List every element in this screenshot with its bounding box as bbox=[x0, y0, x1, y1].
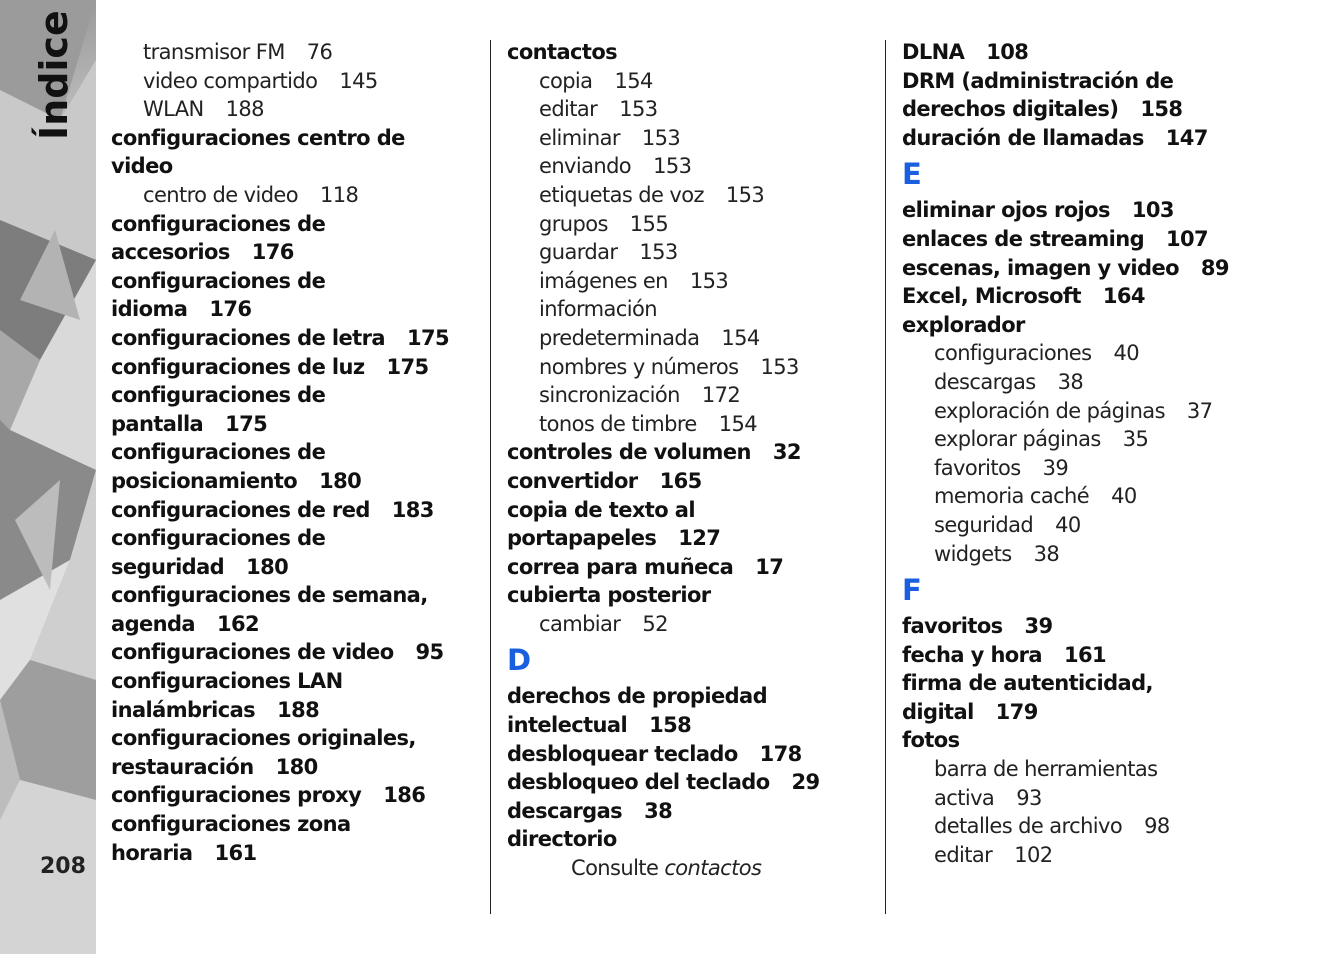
entry-term: editar bbox=[934, 842, 993, 867]
entry-term: agenda bbox=[111, 611, 195, 636]
entry-term: intelectual bbox=[507, 713, 628, 738]
entry-term: configuraciones originales, bbox=[111, 726, 416, 751]
page-reference[interactable]: 39 bbox=[1024, 614, 1053, 639]
page-reference[interactable]: 107 bbox=[1166, 226, 1209, 251]
index-subentry bbox=[111, 67, 481, 96]
entry-term: DRM (administración de bbox=[902, 68, 1174, 93]
index-entry bbox=[111, 410, 481, 439]
page-reference[interactable]: 153 bbox=[760, 354, 799, 379]
entry-term: configuraciones de bbox=[111, 268, 326, 293]
page-reference[interactable]: 154 bbox=[721, 325, 760, 350]
entry-term: configuraciones de bbox=[111, 440, 326, 465]
index-entry bbox=[902, 95, 1272, 124]
page-reference[interactable]: 161 bbox=[1063, 642, 1107, 667]
index-entry bbox=[507, 768, 877, 797]
entry-term: configuraciones de red bbox=[111, 497, 370, 522]
entry-term: eliminar bbox=[539, 125, 620, 150]
index-subentry bbox=[111, 38, 481, 67]
page-reference[interactable]: 158 bbox=[649, 713, 692, 738]
index-entry bbox=[111, 524, 481, 553]
page-reference[interactable]: 40 bbox=[1111, 484, 1137, 509]
entry-term: horaria bbox=[111, 840, 193, 865]
page-reference[interactable]: 164 bbox=[1102, 284, 1145, 309]
entry-term: barra de herramientas bbox=[934, 757, 1158, 782]
entry-term: firma de autenticidad, bbox=[902, 671, 1153, 696]
entry-term: derechos de propiedad bbox=[507, 684, 768, 709]
page-reference[interactable]: 153 bbox=[725, 182, 765, 207]
entry-term: configuraciones proxy bbox=[111, 783, 362, 808]
entry-term: seguridad bbox=[934, 512, 1034, 537]
index-subentry bbox=[111, 181, 481, 210]
page-reference[interactable]: 172 bbox=[701, 383, 741, 408]
entry-term: explorador bbox=[902, 312, 1025, 337]
page-reference[interactable]: 38 bbox=[644, 798, 673, 823]
page-reference[interactable]: 154 bbox=[614, 68, 653, 93]
entry-term: configuraciones LAN bbox=[111, 669, 343, 694]
entry-term: transmisor FM bbox=[143, 40, 285, 64]
page-reference[interactable]: 89 bbox=[1200, 255, 1229, 280]
index-subentry bbox=[507, 152, 877, 181]
page-reference[interactable]: 98 bbox=[1144, 814, 1170, 839]
index-entry bbox=[507, 797, 877, 826]
page-reference[interactable]: 161 bbox=[214, 840, 257, 865]
index-entry bbox=[902, 196, 1272, 225]
index-entry bbox=[902, 612, 1272, 641]
page-reference[interactable]: 175 bbox=[406, 325, 449, 350]
index-subentry bbox=[507, 381, 877, 410]
entry-term: fecha y hora bbox=[902, 642, 1042, 667]
entry-term: directorio bbox=[507, 827, 617, 852]
index-entry bbox=[507, 581, 877, 610]
entry-term: centro de video bbox=[143, 182, 298, 207]
page-number: 208 bbox=[40, 854, 86, 879]
entry-term: restauración bbox=[111, 754, 254, 779]
page-reference[interactable]: 153 bbox=[641, 125, 681, 150]
index-subentry bbox=[507, 324, 877, 353]
page-reference[interactable]: 186 bbox=[383, 783, 426, 808]
index-subentry bbox=[111, 95, 481, 124]
entry-term: derechos digitales) bbox=[902, 97, 1119, 122]
entry-term: cambiar bbox=[539, 611, 621, 636]
index-entry bbox=[507, 524, 877, 553]
page-reference[interactable]: 180 bbox=[275, 754, 318, 779]
entry-term: WLAN bbox=[143, 97, 204, 122]
index-column-2 bbox=[507, 38, 877, 883]
index-entry bbox=[902, 311, 1272, 340]
page-reference[interactable]: 183 bbox=[391, 497, 434, 522]
index-entry bbox=[902, 698, 1272, 727]
index-entry bbox=[507, 38, 877, 67]
page-reference[interactable]: 180 bbox=[246, 554, 289, 579]
page-reference[interactable]: 38 bbox=[1033, 541, 1060, 566]
index-entry bbox=[111, 467, 481, 496]
section-letter: E bbox=[902, 157, 922, 192]
entry-term: cubierta posterior bbox=[507, 583, 711, 608]
index-entry bbox=[902, 225, 1272, 254]
index-entry bbox=[507, 496, 877, 525]
index-entry bbox=[111, 210, 481, 239]
column-divider bbox=[885, 40, 886, 914]
entry-term: posicionamiento bbox=[111, 468, 298, 493]
index-subentry bbox=[902, 511, 1272, 540]
index-subentry bbox=[902, 482, 1272, 511]
index-entry bbox=[111, 324, 481, 353]
entry-term: desbloquear teclado bbox=[507, 741, 738, 766]
index-entry bbox=[902, 124, 1272, 153]
index-entry bbox=[111, 267, 481, 296]
entry-term: DLNA bbox=[902, 40, 965, 64]
index-subentry bbox=[507, 267, 877, 296]
page-reference[interactable]: 29 bbox=[791, 770, 820, 795]
page-reference[interactable]: 17 bbox=[755, 554, 784, 579]
index-entry bbox=[507, 825, 877, 854]
entry-term: configuraciones zona bbox=[111, 812, 351, 837]
index-subentry bbox=[902, 812, 1272, 841]
index-entry bbox=[111, 696, 481, 725]
page-reference[interactable]: 35 bbox=[1122, 427, 1149, 452]
index-subentry bbox=[507, 295, 877, 324]
index-entry bbox=[902, 641, 1272, 670]
entry-term: controles de volumen bbox=[507, 440, 751, 465]
page-reference[interactable]: 175 bbox=[225, 411, 268, 436]
page-reference[interactable]: 155 bbox=[629, 211, 669, 236]
entry-term: detalles de archivo bbox=[934, 814, 1123, 839]
index-entry bbox=[111, 781, 481, 810]
entry-term: configuraciones bbox=[934, 341, 1092, 366]
index-subentry bbox=[902, 425, 1272, 454]
faceted-background bbox=[0, 0, 96, 954]
entry-term: favoritos bbox=[934, 455, 1021, 480]
entry-term: enlaces de streaming bbox=[902, 226, 1145, 251]
page-reference[interactable]: 103 bbox=[1131, 198, 1174, 223]
entry-term: desbloqueo del teclado bbox=[507, 770, 770, 795]
entry-term: seguridad bbox=[111, 554, 225, 579]
index-subentry bbox=[507, 610, 877, 639]
entry-term: configuraciones de bbox=[111, 526, 326, 551]
page-reference[interactable]: 32 bbox=[772, 440, 801, 465]
index-entry bbox=[111, 152, 481, 181]
index-subentry bbox=[902, 841, 1272, 870]
entry-term: activa bbox=[934, 785, 995, 810]
page-reference[interactable]: 153 bbox=[653, 154, 692, 179]
entry-term: configuraciones de bbox=[111, 383, 326, 408]
entry-term: exploración de páginas bbox=[934, 398, 1165, 423]
entry-term: sincronización bbox=[539, 383, 680, 408]
index-entry bbox=[507, 711, 877, 740]
page-reference[interactable]: 188 bbox=[225, 97, 264, 122]
index-entry bbox=[507, 682, 877, 711]
see-reference: Consulte contactos bbox=[571, 856, 762, 881]
page-reference[interactable]: 153 bbox=[639, 240, 678, 265]
entry-term: copia bbox=[539, 68, 593, 93]
entry-term: explorar páginas bbox=[934, 427, 1101, 452]
entry-term: correa para muñeca bbox=[507, 554, 734, 579]
index-entry bbox=[902, 726, 1272, 755]
entry-term: configuraciones de bbox=[111, 211, 326, 236]
entry-term: grupos bbox=[539, 211, 608, 236]
index-entry bbox=[111, 381, 481, 410]
index-entry bbox=[111, 353, 481, 382]
entry-term: portapapeles bbox=[507, 526, 657, 551]
page-reference[interactable]: 39 bbox=[1042, 455, 1069, 480]
entry-term: descargas bbox=[507, 798, 623, 823]
index-subentry bbox=[902, 339, 1272, 368]
entry-term: copia de texto al bbox=[507, 497, 695, 522]
index-entry bbox=[111, 295, 481, 324]
page-reference[interactable]: 178 bbox=[759, 741, 802, 766]
entry-term: memoria caché bbox=[934, 484, 1090, 509]
index-entry bbox=[507, 740, 877, 769]
column-divider bbox=[490, 40, 491, 914]
page-reference[interactable]: 102 bbox=[1014, 842, 1053, 867]
index-entry bbox=[902, 38, 1272, 67]
index-entry bbox=[111, 839, 481, 868]
entry-term: configuraciones de video bbox=[111, 640, 394, 665]
entry-term: configuraciones de letra bbox=[111, 325, 385, 350]
section-letter: F bbox=[902, 573, 922, 608]
page-reference[interactable]: 93 bbox=[1016, 785, 1042, 810]
index-subentry bbox=[507, 410, 877, 439]
entry-term: nombres y números bbox=[539, 354, 739, 379]
entry-term: información bbox=[539, 297, 657, 322]
entry-term: video compartido bbox=[143, 68, 318, 93]
index-entry bbox=[111, 610, 481, 639]
page-reference[interactable]: 154 bbox=[718, 411, 758, 436]
page-reference[interactable]: 179 bbox=[995, 699, 1038, 724]
index-subentry bbox=[507, 353, 877, 382]
page-reference[interactable]: 108 bbox=[986, 40, 1029, 64]
index-column-1 bbox=[111, 38, 481, 867]
index-subentry bbox=[902, 755, 1272, 784]
page-reference[interactable]: 153 bbox=[689, 268, 729, 293]
page-reference[interactable]: 40 bbox=[1113, 341, 1140, 366]
index-subentry bbox=[902, 368, 1272, 397]
index-entry bbox=[902, 669, 1272, 698]
entry-term: escenas, imagen y video bbox=[902, 255, 1179, 280]
page-reference[interactable]: 127 bbox=[678, 526, 721, 551]
index-subentry bbox=[507, 67, 877, 96]
entry-term: predeterminada bbox=[539, 325, 700, 350]
page-reference[interactable]: 95 bbox=[415, 640, 444, 665]
page-reference[interactable]: 38 bbox=[1057, 369, 1084, 394]
index-heading: Índice bbox=[32, 10, 76, 140]
entry-term: convertidor bbox=[507, 468, 638, 493]
index-subentry bbox=[507, 95, 877, 124]
index-entry bbox=[507, 438, 877, 467]
page-reference[interactable]: 180 bbox=[319, 468, 362, 493]
index-entry bbox=[111, 753, 481, 782]
page-reference[interactable]: 162 bbox=[217, 611, 260, 636]
page-reference[interactable]: 52 bbox=[642, 611, 668, 636]
entry-term: contactos bbox=[507, 40, 618, 64]
entry-term: inalámbricas bbox=[111, 697, 256, 722]
index-subentry bbox=[902, 397, 1272, 426]
index-subentry bbox=[902, 454, 1272, 483]
index-column-3 bbox=[902, 38, 1272, 869]
entry-term: tonos de timbre bbox=[539, 411, 697, 436]
index-subentry bbox=[507, 238, 877, 267]
index-entry bbox=[111, 581, 481, 610]
index-entry bbox=[111, 810, 481, 839]
entry-term: fotos bbox=[902, 728, 960, 753]
page-reference[interactable]: 76 bbox=[306, 40, 333, 64]
entry-term: configuraciones de semana, bbox=[111, 583, 428, 608]
entry-term: descargas bbox=[934, 369, 1036, 394]
entry-term: etiquetas de voz bbox=[539, 182, 704, 207]
entry-term: idioma bbox=[111, 297, 188, 322]
index-subentry bbox=[507, 210, 877, 239]
index-entry bbox=[902, 67, 1272, 96]
entry-term: widgets bbox=[934, 541, 1012, 566]
entry-term: enviando bbox=[539, 154, 632, 179]
index-entry bbox=[111, 667, 481, 696]
page-reference[interactable]: 176 bbox=[209, 297, 252, 322]
index-entry bbox=[111, 496, 481, 525]
entry-term: guardar bbox=[539, 240, 618, 265]
index-entry bbox=[111, 238, 481, 267]
index-entry bbox=[111, 438, 481, 467]
entry-term: duración de llamadas bbox=[902, 125, 1144, 150]
page-reference[interactable]: 175 bbox=[386, 354, 429, 379]
index-entry bbox=[902, 254, 1272, 283]
index-subentry bbox=[902, 784, 1272, 813]
index-subentry bbox=[507, 181, 877, 210]
index-entry bbox=[902, 282, 1272, 311]
index-entry bbox=[507, 553, 877, 582]
index-subentry bbox=[902, 540, 1272, 569]
index-subentry bbox=[507, 124, 877, 153]
page-reference[interactable]: 40 bbox=[1055, 512, 1081, 537]
section-letter: D bbox=[507, 643, 532, 678]
entry-term: configuraciones de luz bbox=[111, 354, 365, 379]
entry-term: Excel, Microsoft bbox=[902, 284, 1081, 309]
page-reference[interactable]: 37 bbox=[1186, 398, 1213, 423]
page-reference[interactable]: 188 bbox=[277, 697, 320, 722]
entry-term: favoritos bbox=[902, 614, 1003, 639]
entry-term: editar bbox=[539, 97, 598, 122]
sidebar-decoration bbox=[0, 0, 96, 954]
entry-term: accesorios bbox=[111, 240, 230, 265]
index-entry bbox=[111, 553, 481, 582]
page-reference[interactable]: 147 bbox=[1165, 125, 1208, 150]
see-reference-target[interactable]: contactos bbox=[664, 856, 762, 881]
index-entry bbox=[111, 124, 481, 153]
page-reference[interactable]: 118 bbox=[320, 182, 359, 207]
entry-term: video bbox=[111, 154, 173, 179]
entry-term: pantalla bbox=[111, 411, 204, 436]
index-entry bbox=[111, 724, 481, 753]
entry-term: eliminar ojos rojos bbox=[902, 198, 1110, 223]
page-reference[interactable]: 153 bbox=[619, 97, 658, 122]
entry-term: digital bbox=[902, 699, 974, 724]
page-reference[interactable]: 158 bbox=[1140, 97, 1183, 122]
page-reference[interactable]: 176 bbox=[251, 240, 294, 265]
page-reference[interactable]: 145 bbox=[339, 68, 378, 93]
index-entry bbox=[111, 638, 481, 667]
entry-term: configuraciones centro de bbox=[111, 125, 405, 150]
index-entry bbox=[507, 467, 877, 496]
page-reference[interactable]: 165 bbox=[659, 468, 702, 493]
entry-term: imágenes en bbox=[539, 268, 668, 293]
